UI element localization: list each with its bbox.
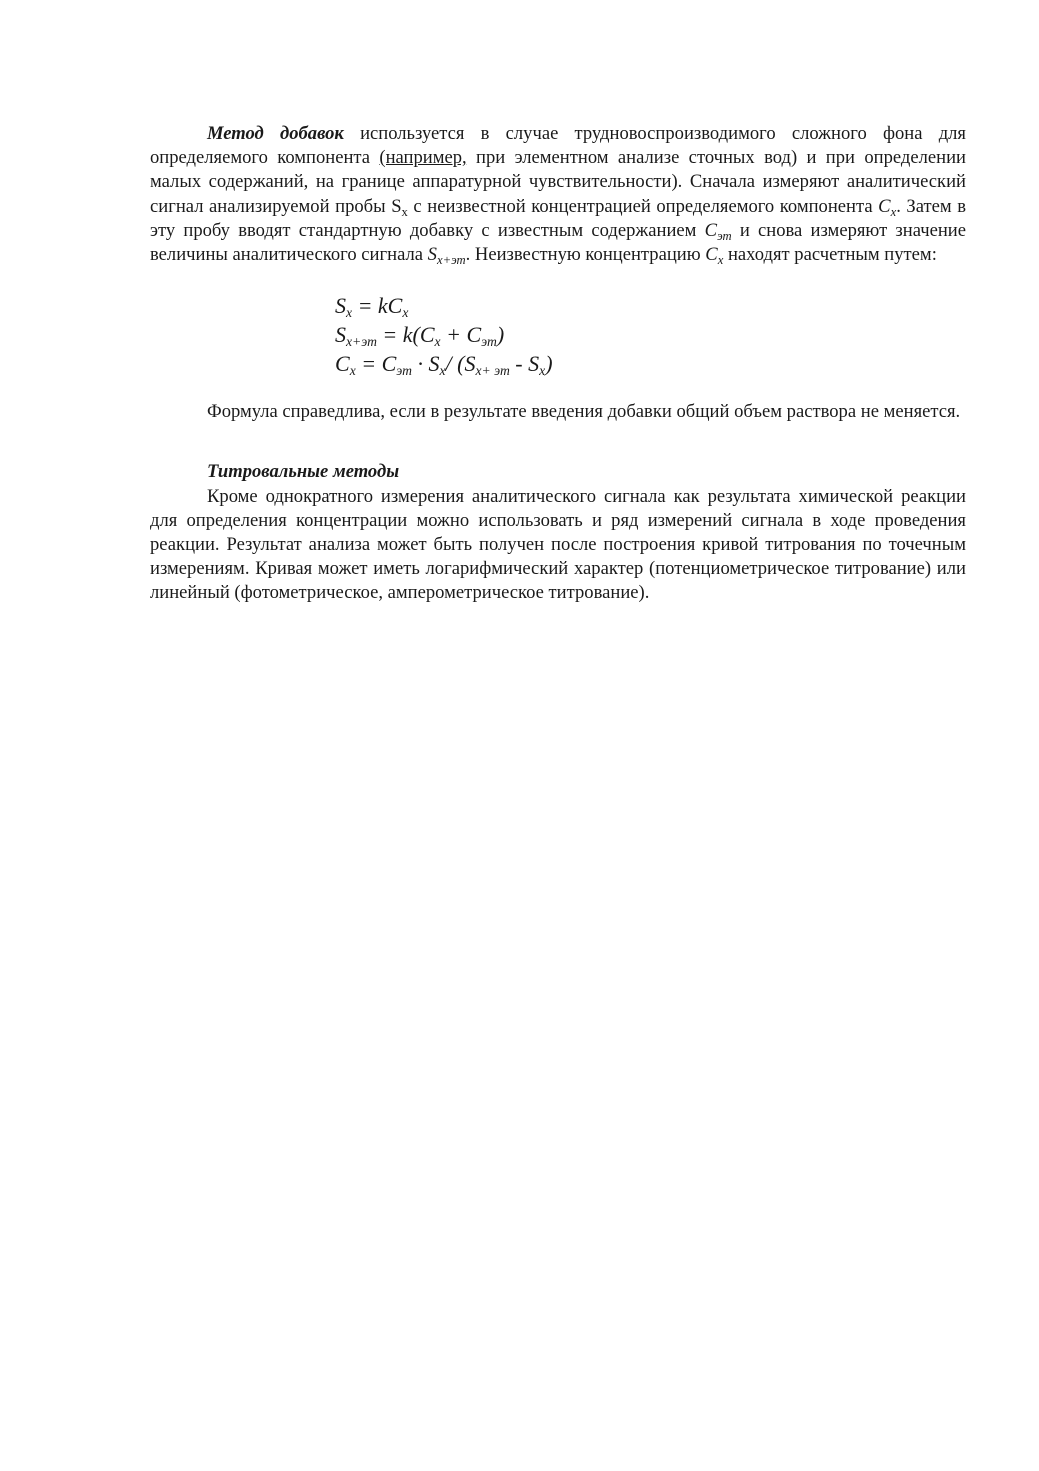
underlined-text: (например, [379,147,467,169]
formula-line-2 [335,320,966,349]
text-segment: при элементном анализе сточных вод) и при определении малых содержаний, на границе аппаратурной чувствительности). Сначала измеряют аналитический сигнал анализируемой пробы S [150,147,966,217]
formula-block [335,291,966,378]
text-segment: . Затем в эту пробу вводят стандартную добавку с известным содержанием [150,195,966,241]
subscript: эт [717,228,732,243]
text-segment: используется в случае трудновоспроизводимого сложного фона для определяемого компонента [150,123,966,169]
formula-text: + C [440,322,482,348]
symbol-c: C [704,219,718,241]
formula-subscript: x [349,363,356,379]
subscript: x [717,252,724,267]
text-segment: находят расчетным путем: [723,244,937,266]
text-segment: . Неизвестную концентрацию [465,244,706,266]
formula-line-3 [335,349,966,378]
formula-symbol: S [335,293,346,319]
document-content [150,122,966,606]
text-segment: с неизвестной концентрацией определяемого компонента [407,195,879,217]
formula-subscript: x [402,305,409,321]
text-segment: и снова измеряют значение величины аналитического сигнала [150,219,966,266]
paragraph-formula-note: Формула справедлива, если в результате введения добавки общий объем раствора не меняется. [207,401,961,423]
symbol-c: C [878,195,891,217]
formula-subscript: x [434,334,441,350]
formula-symbol: S [335,322,346,348]
formula-subscript: x+ эт [475,363,510,379]
formula-text: = C [355,351,397,377]
symbol-c: C [705,244,718,266]
formula-subscript: x [539,363,546,379]
formula-subscript: эт [481,334,497,350]
paragraph-standard-addition [150,122,966,267]
formula-text: / (S [445,351,476,377]
symbol-s: S [427,244,437,266]
formula-text: = k(C [376,322,435,348]
formula-text: ) [496,322,505,348]
formula-symbol: C [335,351,350,377]
subscript: x [401,204,408,219]
formula-subscript: x+эт [346,334,377,350]
heading-titration-methods: Титровальные методы [207,461,400,483]
paragraph-titration: Кроме однократного измерения аналитического сигнала как результата химической реакции для определения концентрации можно использовать и ряд измерений сигнала в ходе проведения реакции. Результат анализа может быть получен после построения кривой титрования по точечным измерениям. Кривая может иметь логарифмический характер (потенциометрическое титрование) или линейный (фотометрическое, амперометрическое титрование). [150,485,966,604]
formula-text: = kC [352,293,403,319]
formula-subscript: x [346,305,353,321]
term-standard-addition: Метод добавок [207,123,344,144]
formula-subscript: x [439,363,446,379]
formula-text: · S [411,351,440,377]
formula-text: ) [545,351,553,377]
formula-text: - S [509,351,540,377]
subscript: x+эт [436,252,466,267]
formula-subscript: эт [396,363,412,379]
formula-line-1 [335,291,966,320]
subscript: x [890,204,897,219]
